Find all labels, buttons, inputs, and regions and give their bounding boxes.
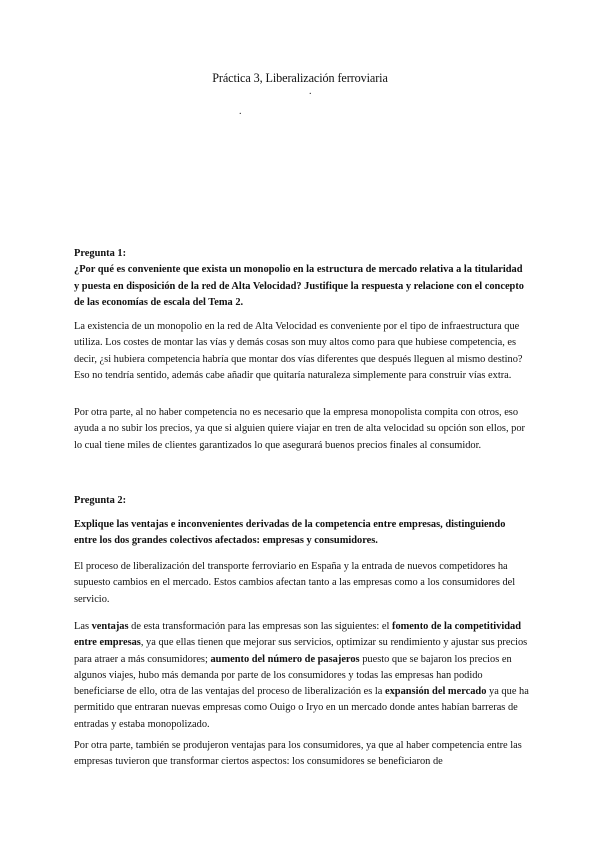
answer-2-paragraph-2	[74, 619, 530, 733]
emphasis-expansion: expansión del mercado	[385, 686, 487, 698]
stray-dot: .	[309, 86, 312, 97]
question-2-heading: Pregunta 2:	[74, 495, 127, 506]
answer-2-paragraph-1	[74, 559, 530, 608]
text-run: , ya que ellas tienen que mejorar sus servicios, optimizar su rendimiento y ajustar sus precios para atraer a más consumidores;	[74, 637, 528, 665]
question-1-text: ¿Por qué es conveniente que exista un monopolio en la estructura de mercado relativa a la titularidad y puesta en disposición de la red de Alta Velocidad? Justifique la respuesta y relacione con el concepto de las economías de escala del Tema 2.	[74, 264, 524, 308]
question-2-section	[74, 493, 530, 509]
stray-dot: .	[239, 106, 242, 117]
text-run: puesto que se bajaron los precios en algunos viajes, hubo más demanda por parte de los consumidores y todas las empresas han podido beneficiarse de ello, otra de las ventajas del proceso de liberalización es la	[74, 653, 512, 698]
answer-1-paragraph-2	[74, 405, 530, 454]
text-run: de esta transformación para las empresas son las siguientes: el	[128, 621, 392, 632]
question-1-heading: Pregunta 1:	[74, 248, 127, 259]
question-2-text: Explique las ventajas e inconvenientes derivadas de la competencia entre empresas, distinguiendo entre los dos grandes colectivos afectados: empresas y consumidores.	[74, 519, 506, 547]
text-run: Las	[74, 621, 92, 632]
question-1-section	[74, 246, 530, 311]
answer-2-text-3: Por otra parte, también se produjeron ventajas para los consumidores, ya que al haber competencia entre las empresas tuvieron que transformar ciertos aspectos: los consumidores se beneficiaron de	[74, 740, 522, 768]
question-2-question	[74, 517, 530, 550]
answer-2-text-1: El proceso de liberalización del transporte ferroviario en España y la entrada de nuevos competidores ha supuesto cambios en el mercado. Estos cambios afectan tanto a las empresas como a los consumidores del servicio.	[74, 561, 516, 605]
answer-1-text-1: La existencia de un monopolio en la red de Alta Velocidad es conveniente por el tipo de infraestructura que utiliza. Los costes de montar las vías y demás cosas son muy altos como para que hubiese competencia, es decir, ¿si hubiera competencia habría que montar dos vías diferentes que después lleguen al mismo destino? Eso no tendría sentido, además cabe añadir que quitaría naturaleza simplemente para construir vías extra.	[74, 321, 523, 381]
text-run: ya que ha permitido que entraran nuevas empresas como Ouigo o Iryo en un mercado donde antes habían barreras de entradas y estaba monopolizado.	[74, 686, 529, 730]
answer-2-text-2	[74, 619, 530, 733]
emphasis-ventajas: ventajas	[91, 621, 129, 632]
document-title: Práctica 3, Liberalización ferroviaria	[212, 71, 388, 85]
answer-2-paragraph-3	[74, 738, 530, 771]
answer-1-text-2: Por otra parte, al no haber competencia no es necesario que la empresa monopolista compita con otros, eso ayuda a no subir los precios, ya que si alguien quiere viajar en tren de alta velocidad su opción son ellos, por lo cual tiene miles de clientes garantizados lo que asegurará buenos precios finales al consumidor.	[74, 407, 525, 451]
emphasis-competitividad: fomento de la competitividad entre empresas	[74, 621, 522, 649]
answer-1-paragraph-1	[74, 319, 530, 384]
emphasis-pasajeros: aumento del número de pasajeros	[210, 653, 360, 665]
